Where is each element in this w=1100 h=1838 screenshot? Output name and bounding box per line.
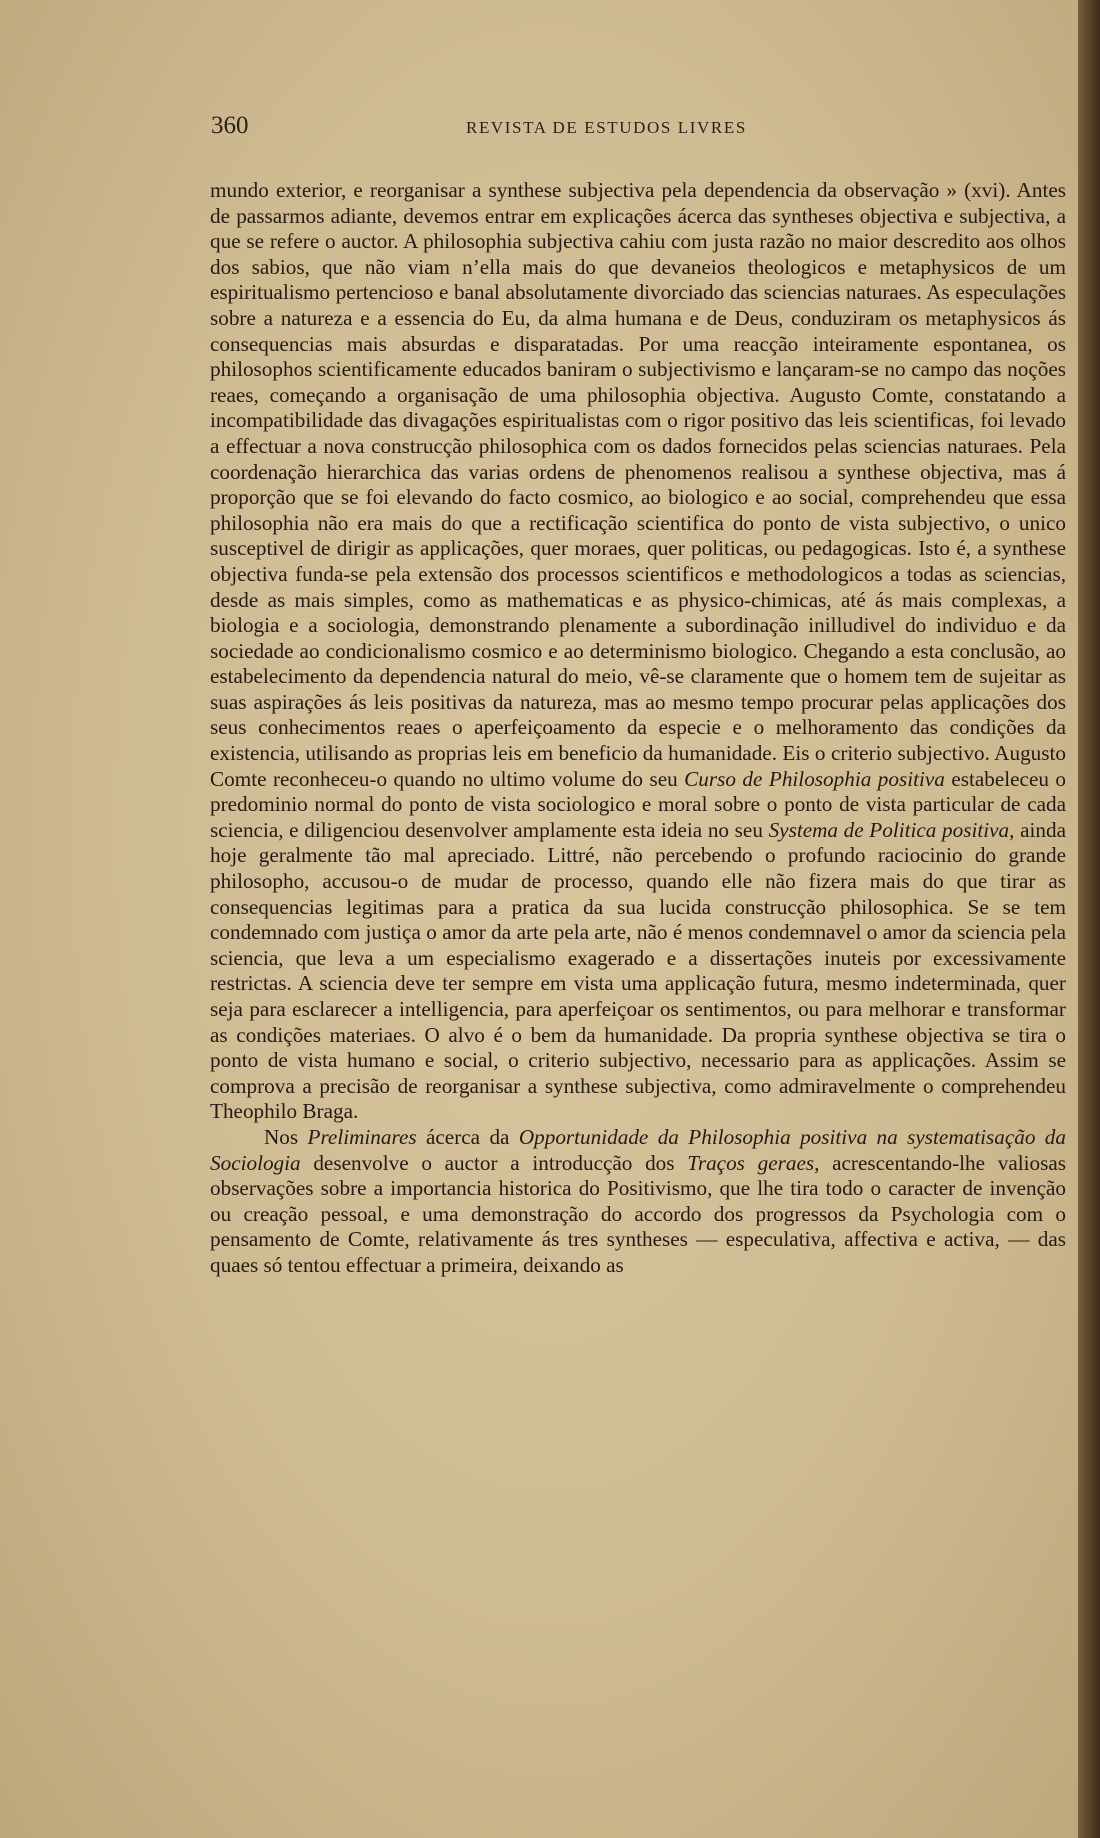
italic-title: Traços geraes, [687, 1150, 820, 1175]
paragraph [210, 1125, 1066, 1279]
text-run: ácerca da [416, 1124, 519, 1149]
text-run: desenvolve o auctor a introducção dos [300, 1150, 688, 1175]
italic-title: Preliminares [307, 1124, 417, 1149]
text-run: mundo exterior, e reorganisar a synthese subjectiva pela dependencia da observação » (xvi). Antes de passarmos adiante, devemos entrar em explicações ácerca das syntheses objectiva e subjectiva, a que se refere o auctor. A philosophia subjectiva cahiu com justa razão no maior descredito aos olhos dos sabios, que não viam n’ella mais do que devaneios theologicos e metaphysicos de um espiritualismo pertencioso e banal absolutamente divorciado das sciencias naturaes. As especulações sobre a natureza e a essencia do Eu, da alma humana e de Deus, conduziram os metaphysicos ás consequencias mais absurdas e disparatadas. Por uma reacção inteiramente espontanea, os philosophos scientificamente educados baniram o subjectivismo e lançaram-se no campo das noções reaes, começando a organisação de uma philosophia objectiva. Augusto Comte, constatando a incompatibilidade das divagações espiritualistas com o rigor positivo das leis scientificas, foi levado a effectuar a nova construcção philosophica com os dados fornecidos pelas sciencias naturaes. Pela coordenação hierarchica das varias ordens de phenomenos realisou a synthese objectiva, mas á proporção que se foi elevando do facto cosmico, ao biologico e ao social, comprehendeu que essa philosophia não era mais do que a rectificação scientifica do ponto de vista subjectivo, o unico susceptivel de dirigir as applicações, quer moraes, quer politicas, ou pedagogicas. Isto é, a synthese objectiva funda-se pela extensão dos processos scientificos e methodologicos a todas as sciencias, desde as mais simples, como as mathematicas e as physico-chimicas, até ás mais complexas, a biologia e a sociologia, demonstrando plenamente a subordinação inilludivel do individuo e da sociedade ao condicionalismo cosmico e ao determinismo biologico. Chegando a esta conclusão, ao estabelecimento da dependencia natural do meio, vê-se claramente que o homem tem de sujeitar as suas aspirações ás leis positivas da natureza, mas ao mesmo tempo procurar pelas applicações dos seus conhecimentos reaes o aperfeiçoamento da especie e o melhoramento das condições da existencia, utilisando as proprias leis em beneficio da humanidade. Eis o criterio subjectivo. Augusto Comte reconheceu-o quando no ultimo volume do seu [210, 178, 1066, 791]
text-run: estabeleceu o predominio normal do ponto de vista sociologico e moral sobre o ponto de vista particular de cada sciencia, e diligenciou desenvolver amplamente esta ideia no seu [210, 766, 1067, 842]
body-text [210, 178, 1066, 1279]
page-number: 360 [211, 112, 249, 139]
paragraph [210, 178, 1066, 1125]
book-spine-edge [1078, 0, 1100, 1838]
text-run: Nos [264, 1124, 308, 1149]
italic-title: Opportunidade da Philosophia positiva na systematisação da Sociologia [210, 1124, 1066, 1175]
text-run: acrescentando-lhe valiosas observações sobre a importancia historica do Positivismo, que lhe tira todo o caracter de invenção ou creação pessoal, e uma demonstração do accordo dos progressos da Psychologia com o pensamento de Comte, relativamente ás tres syntheses — especulativa, affectiva e activa, — das quaes só tentou effectuar a primeira, deixando as [210, 1150, 1067, 1277]
italic-title: Curso de Philosophia positiva [684, 766, 945, 791]
page-header [211, 112, 1081, 146]
text-run: ainda hoje geralmente tão mal apreciado. Littré, não percebendo o profundo raciocinio do grande philosopho, accusou-o de mudar de processo, quando elle não fizera mais do que tirar as consequencias legitimas para a pratica da sua lucida construcção philosophica. Se se tem condemnado com justiça o amor da arte pela arte, não é menos condemnavel o amor da sciencia pela sciencia, que leva a um especialismo exagerado e a dissertações inuteis por excessivamente restrictas. A sciencia deve ter sempre em vista uma applicação futura, mesmo indeterminada, quer seja para esclarecer a intelligencia, para aperfeiçoar os sentimentos, ou para melhorar e transformar as condições materiaes. O alvo é o bem da humanidade. Da propria synthese objectiva se tira o ponto de vista humano e social, o criterio subjectivo, necessario para as applicações. Assim se comprova a precisão de reorganisar a synthese subjectiva, como admiravelmente o comprehendeu Theophilo Braga. [210, 817, 1066, 1124]
italic-title: Systema de Politica positiva, [768, 817, 1015, 842]
running-title: REVISTA DE ESTUDOS LIVRES [466, 118, 747, 137]
